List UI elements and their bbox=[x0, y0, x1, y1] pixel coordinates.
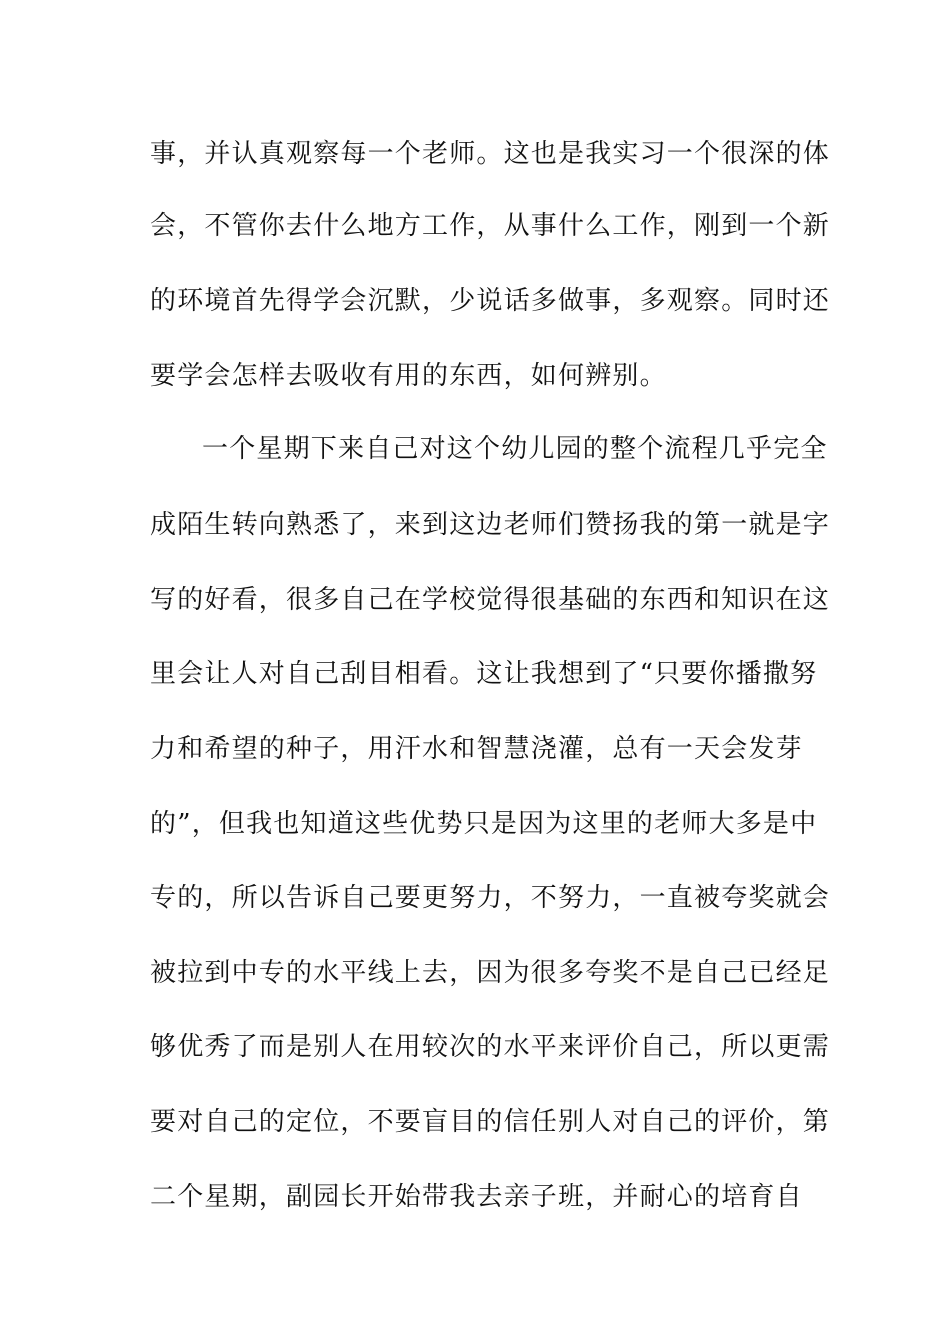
text-line: 的环境首先得学会沉默，少说话多做事，多观察。同时还 bbox=[150, 286, 831, 316]
paragraph-first-line: 一个星期下来自己对这个幼儿园的整个流程几乎完全 bbox=[202, 434, 828, 464]
text-line: 事，并认真观察每一个老师。这也是我实习一个很深的体 bbox=[150, 139, 831, 169]
text-line: 写的好看，很多自己在学校觉得很基础的东西和知识在这 bbox=[150, 585, 831, 615]
text-line: 被拉到中专的水平线上去，因为很多夸奖不是自己已经足 bbox=[150, 958, 831, 988]
text-line: 里会让人对自己刮目相看。这让我想到了“只要你播撒努 bbox=[150, 659, 818, 689]
text-line: 力和希望的种子，用汗水和智慧浇灌，总有一天会发芽 bbox=[150, 734, 803, 764]
text-line: 够优秀了而是别人在用较次的水平来评价自己，所以更需 bbox=[150, 1032, 831, 1062]
text-line: 要学会怎样去吸收有用的东西，如何辨别。 bbox=[150, 361, 667, 391]
text-line: 会，不管你去什么地方工作，从事什么工作，刚到一个新 bbox=[150, 211, 831, 241]
text-line: 要对自己的定位，不要盲目的信任别人对自己的评价，第 bbox=[150, 1107, 831, 1137]
text-line: 二个星期，副园长开始带我去亲子班，并耐心的培育自 bbox=[150, 1182, 803, 1212]
text-line: 专的，所以告诉自己要更努力，不努力，一直被夸奖就会 bbox=[150, 883, 831, 913]
text-line: 成陌生转向熟悉了，来到这边老师们赞扬我的第一就是字 bbox=[150, 510, 831, 540]
text-line: 的”，但我也知道这些优势只是因为这里的老师大多是中 bbox=[150, 809, 818, 839]
